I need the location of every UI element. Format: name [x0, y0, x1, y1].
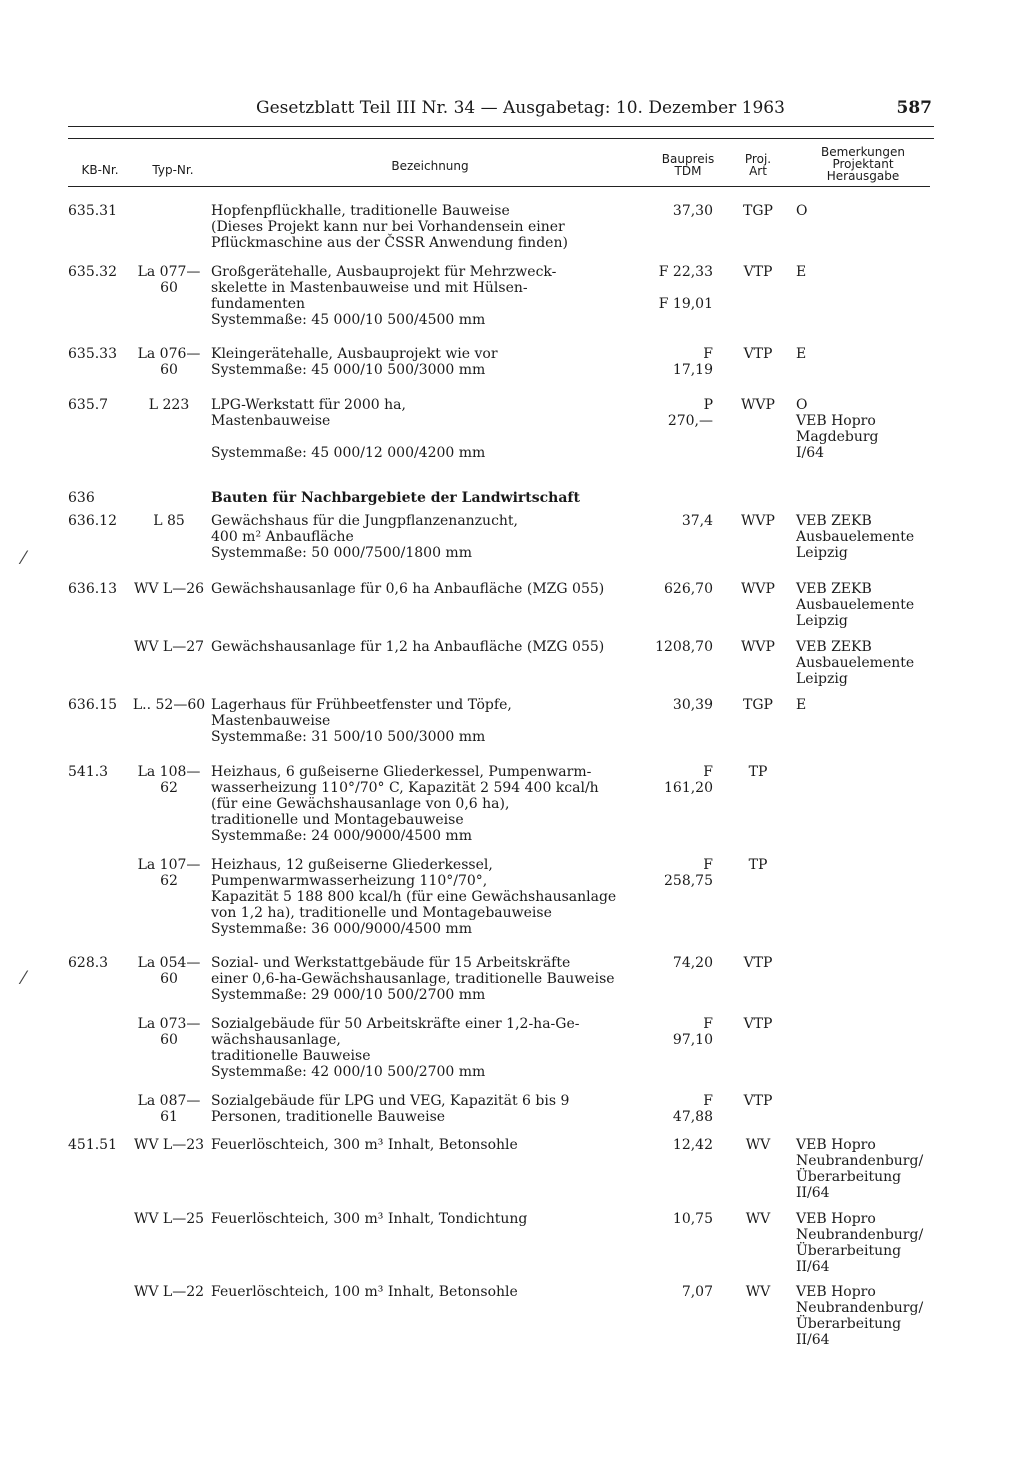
column-header-price-line: Baupreis: [661, 152, 715, 166]
typ-number-line: 61: [160, 1109, 178, 1125]
column-header-price-line: TDM: [674, 164, 702, 178]
remarks-line: [796, 490, 936, 506]
designation: [211, 955, 641, 1003]
remarks-line: Überarbeitung: [796, 1243, 902, 1259]
remarks: [796, 764, 936, 780]
designation-line: Feuerlöschteich, 300 m³ Inhalt, Betonsohle: [211, 1137, 518, 1153]
construction-price: [643, 203, 713, 219]
table-rule-header: [68, 186, 930, 187]
typ-number: [130, 346, 208, 378]
designation-line: LPG-Werkstatt für 2000 ha,: [211, 397, 406, 413]
section-title: [211, 490, 641, 506]
typ-number: [130, 513, 208, 529]
construction-price-line: P: [703, 397, 713, 413]
construction-price: [643, 1211, 713, 1227]
remarks: [796, 1093, 936, 1109]
remarks: [796, 490, 936, 506]
designation-line: Sozialgebäude für 50 Arbeitskräfte einer 1,2-ha-Ge-: [211, 1016, 580, 1032]
remarks: [796, 639, 936, 687]
remarks-line: VEB ZEKB: [796, 513, 872, 529]
construction-price-line: [643, 490, 713, 506]
remarks-line: VEB Hopro: [796, 1284, 876, 1300]
remarks-line: Neubrandenburg/: [796, 1227, 924, 1243]
construction-price-line: 7,07: [681, 1284, 713, 1300]
designation: [211, 857, 641, 937]
remarks: [796, 857, 936, 873]
designation-line: traditionelle Bauweise: [211, 1048, 371, 1064]
column-header-rem: [800, 146, 926, 182]
remarks-line: E: [796, 346, 807, 362]
designation-line: Gewächshausanlage für 0,6 ha Anbaufläche (MZG 055): [211, 581, 605, 597]
typ-number-line: 60: [160, 362, 178, 378]
remarks-line: I/64: [796, 445, 825, 461]
designation: [211, 581, 641, 597]
page-header: [68, 96, 934, 124]
remarks-line: Leipzig: [796, 545, 848, 561]
construction-price: [643, 346, 713, 378]
typ-number-line: La 087—: [137, 1093, 201, 1109]
designation-line: Kapazität 5 188 800 kcal/h (für eine Gewächshausanlage: [211, 889, 617, 905]
project-type: WVP: [741, 397, 775, 413]
kb-number: 635.33: [68, 346, 117, 362]
margin-tick-mark: ⁄: [22, 968, 26, 989]
typ-number: [130, 1211, 208, 1227]
remarks-line: VEB Hopro: [796, 413, 876, 429]
project-type: WV: [745, 1211, 771, 1227]
typ-number-line: [130, 203, 208, 219]
typ-number: [130, 1093, 208, 1125]
remarks-line: Neubrandenburg/: [796, 1153, 924, 1169]
typ-number: [130, 1137, 208, 1153]
remarks-line: [796, 857, 936, 873]
remarks-line: Leipzig: [796, 613, 848, 629]
kb-number: 636.15: [68, 697, 117, 713]
remarks-line: Ausbauelemente: [796, 597, 915, 613]
remarks-line: VEB ZEKB: [796, 581, 872, 597]
designation-line: Systemmaße: 36 000/9000/4500 mm: [211, 921, 472, 937]
kb-number: 541.3: [68, 764, 109, 780]
construction-price: [643, 397, 713, 429]
designation-line: Sozialgebäude für LPG und VEG, Kapazität 6 bis 9: [211, 1093, 570, 1109]
designation: [211, 1211, 641, 1227]
remarks-line: [796, 764, 936, 780]
construction-price-line: 37,30: [672, 203, 713, 219]
designation-line: Lagerhaus für Frühbeetfenster und Töpfe,: [211, 697, 512, 713]
column-header-art: [728, 153, 788, 177]
designation-line: traditionelle und Montagebauweise: [211, 812, 464, 828]
remarks-line: VEB Hopro: [796, 1137, 876, 1153]
construction-price-line: 97,10: [672, 1032, 713, 1048]
construction-price: [643, 697, 713, 713]
typ-number: [130, 264, 208, 296]
project-type: VTP: [743, 264, 773, 280]
construction-price: [643, 857, 713, 889]
project-type: WV: [745, 1137, 771, 1153]
typ-number-line: La 107—: [137, 857, 201, 873]
typ-number: [130, 639, 208, 655]
construction-price-line: F: [703, 764, 713, 780]
construction-price-line: 161,20: [664, 780, 713, 796]
remarks-line: E: [796, 264, 807, 280]
designation-line: wasserheizung 110°/70° C, Kapazität 2 594 400 kcal/h: [211, 780, 599, 796]
remarks-line: Leipzig: [796, 671, 848, 687]
typ-number: [130, 490, 208, 506]
designation-line: Heizhaus, 12 gußeiserne Gliederkessel,: [211, 857, 493, 873]
column-header-rem-line: Bemerkungen: [820, 145, 906, 159]
project-type: VTP: [743, 1016, 773, 1032]
construction-price: [643, 581, 713, 597]
typ-number-line: [130, 490, 208, 506]
project-type: VTP: [743, 346, 773, 362]
designation-line: Systemmaße: 45 000/10 500/3000 mm: [211, 362, 486, 378]
designation: [211, 697, 641, 745]
construction-price-line: 17,19: [672, 362, 713, 378]
remarks-line: VEB ZEKB: [796, 639, 872, 655]
designation-line: Heizhaus, 6 gußeiserne Gliederkessel, Pumpenwarm-: [211, 764, 592, 780]
construction-price: [643, 1016, 713, 1048]
project-type: TGP: [743, 697, 773, 713]
typ-number-line: 60: [160, 971, 178, 987]
typ-number: [130, 581, 208, 597]
typ-number: [130, 697, 208, 713]
margin-tick-mark: ⁄: [22, 548, 26, 569]
remarks: [796, 955, 936, 971]
project-type: WVP: [741, 513, 775, 529]
typ-number-line: La 073—: [137, 1016, 201, 1032]
remarks-line: [796, 955, 936, 971]
remarks-line: Ausbauelemente: [796, 655, 915, 671]
header-rule-top: [68, 126, 934, 127]
typ-number-line: L 85: [153, 513, 185, 529]
remarks-line: Magdeburg: [796, 429, 879, 445]
designation-line: Systemmaße: 45 000/10 500/4500 mm: [211, 312, 486, 328]
typ-number-line: WV L—22: [133, 1284, 205, 1300]
project-type: VTP: [743, 1093, 773, 1109]
project-type: VTP: [743, 955, 773, 971]
typ-number-line: 60: [160, 1032, 178, 1048]
typ-number-line: 62: [160, 780, 178, 796]
designation-line: fundamenten: [211, 296, 306, 312]
designation-line: einer 0,6-ha-Gewächshausanlage, traditionelle Bauweise: [211, 971, 615, 987]
designation-line: [211, 429, 641, 445]
kb-number: 451.51: [68, 1137, 117, 1153]
designation-line: (für eine Gewächshausanlage von 0,6 ha),: [211, 796, 510, 812]
designation-line: Großgerätehalle, Ausbauprojekt für Mehrzweck-: [211, 264, 557, 280]
designation: [211, 1093, 641, 1125]
construction-price-line: F: [703, 346, 713, 362]
typ-number-line: La 076—: [137, 346, 201, 362]
designation-line: Personen, traditionelle Bauweise: [211, 1109, 446, 1125]
typ-number-line: WV L—25: [133, 1211, 205, 1227]
column-header-rem-line: Projektant: [832, 157, 894, 171]
remarks: [796, 513, 936, 561]
designation-line: von 1,2 ha), traditionelle und Montagebauweise: [211, 905, 552, 921]
typ-number-line: WV L—26: [133, 581, 205, 597]
construction-price-line: 30,39: [672, 697, 713, 713]
remarks-line: Neubrandenburg/: [796, 1300, 924, 1316]
remarks-line: Überarbeitung: [796, 1169, 902, 1185]
kb-number: 635.32: [68, 264, 117, 280]
construction-price: [643, 264, 713, 312]
designation-line: 400 m² Anbaufläche: [211, 529, 354, 545]
typ-number-line: La 054—: [137, 955, 201, 971]
page-title: Gesetzblatt Teil III Nr. 34 — Ausgabetag: 10. Dezember 1963: [256, 98, 785, 118]
designation: [211, 1284, 641, 1300]
designation-line: Systemmaße: 24 000/9000/4500 mm: [211, 828, 472, 844]
construction-price: [643, 513, 713, 529]
construction-price-line: 626,70: [664, 581, 713, 597]
construction-price-line: 37,4: [681, 513, 713, 529]
column-header-art-line: Proj.: [744, 152, 772, 166]
construction-price-line: F: [703, 857, 713, 873]
column-header-price: [650, 153, 726, 177]
designation: [211, 639, 641, 655]
designation: [211, 764, 641, 844]
remarks: [796, 1284, 936, 1348]
designation-line: Gewächshaus für die Jungpflanzenanzucht,: [211, 513, 519, 529]
designation-line: Mastenbauweise: [211, 713, 331, 729]
table-rule-top: [68, 138, 934, 139]
construction-price: [643, 1137, 713, 1153]
designation: [211, 513, 641, 561]
section-title-line: Bauten für Nachbargebiete der Landwirtschaft: [211, 490, 580, 506]
designation-line: Kleingerätehalle, Ausbauprojekt wie vor: [211, 346, 498, 362]
designation-line: (Dieses Projekt kann nur bei Vorhandensein einer: [211, 219, 565, 235]
construction-price-line: 12,42: [672, 1137, 713, 1153]
remarks-line: O: [796, 397, 808, 413]
designation-line: Feuerlöschteich, 100 m³ Inhalt, Betonsohle: [211, 1284, 518, 1300]
typ-number: [130, 1016, 208, 1048]
kb-number: 628.3: [68, 955, 109, 971]
project-type: TGP: [743, 203, 773, 219]
construction-price: [643, 1093, 713, 1125]
remarks: [796, 346, 936, 362]
construction-price: [643, 1284, 713, 1300]
designation-line: Systemmaße: 45 000/12 000/4200 mm: [211, 445, 486, 461]
typ-number: [130, 203, 208, 219]
construction-price-line: 47,88: [672, 1109, 713, 1125]
typ-number-line: La 077—: [137, 264, 201, 280]
construction-price-line: 258,75: [664, 873, 713, 889]
remarks: [796, 1016, 936, 1032]
construction-price-line: F: [703, 1093, 713, 1109]
designation-line: Systemmaße: 31 500/10 500/3000 mm: [211, 729, 486, 745]
typ-number-line: 60: [160, 280, 178, 296]
designation-line: Gewächshausanlage für 1,2 ha Anbaufläche (MZG 055): [211, 639, 605, 655]
construction-price-line: 1208,70: [655, 639, 713, 655]
construction-price-line: F 22,33: [658, 264, 713, 280]
designation: [211, 397, 641, 461]
remarks-line: II/64: [796, 1185, 830, 1201]
typ-number-line: L 223: [148, 397, 190, 413]
column-header-kb: KB-Nr.: [81, 163, 119, 177]
remarks-line: E: [796, 697, 807, 713]
construction-price: [643, 490, 713, 506]
designation: [211, 1016, 641, 1080]
typ-number: [130, 1284, 208, 1300]
designation: [211, 1137, 641, 1153]
project-type: TP: [748, 857, 768, 873]
designation-line: Systemmaße: 50 000/7500/1800 mm: [211, 545, 472, 561]
typ-number-line: La 108—: [137, 764, 201, 780]
kb-number: 635.7: [68, 397, 109, 413]
construction-price-line: F 19,01: [658, 296, 713, 312]
construction-price-line: [643, 280, 713, 296]
remarks-line: Ausbauelemente: [796, 529, 915, 545]
typ-number-line: L.. 52—60: [132, 697, 206, 713]
designation-line: Feuerlöschteich, 300 m³ Inhalt, Tondichtung: [211, 1211, 528, 1227]
kb-number: 636.12: [68, 513, 117, 529]
column-header-desc: Bezeichnung: [391, 159, 469, 173]
designation-line: Systemmaße: 29 000/10 500/2700 mm: [211, 987, 486, 1003]
remarks-line: II/64: [796, 1259, 830, 1275]
remarks: [796, 1211, 936, 1275]
kb-number: 636.13: [68, 581, 117, 597]
remarks: [796, 581, 936, 629]
designation-line: Pflückmaschine aus der ČSSR Anwendung finden): [211, 235, 568, 251]
project-type: WV: [745, 1284, 771, 1300]
construction-price: [643, 639, 713, 655]
column-header-rem-line: Herausgabe: [826, 169, 900, 183]
typ-number: [130, 397, 208, 413]
construction-price-line: 10,75: [672, 1211, 713, 1227]
remarks: [796, 203, 936, 219]
remarks-line: VEB Hopro: [796, 1211, 876, 1227]
designation-line: Sozial- und Werkstattgebäude für 15 Arbeitskräfte: [211, 955, 571, 971]
designation-line: Pumpenwarmwasserheizung 110°/70°,: [211, 873, 488, 889]
kb-number: 636: [68, 490, 95, 506]
remarks-line: O: [796, 203, 808, 219]
remarks-line: Überarbeitung: [796, 1316, 902, 1332]
page-number: 587: [896, 98, 932, 118]
column-header-art-line: Art: [749, 164, 767, 178]
designation-line: Systemmaße: 42 000/10 500/2700 mm: [211, 1064, 486, 1080]
designation-line: Hopfenpflückhalle, traditionelle Bauweise: [211, 203, 510, 219]
typ-number-line: WV L—23: [133, 1137, 205, 1153]
typ-number: [130, 955, 208, 987]
construction-price-line: 270,—: [667, 413, 713, 429]
project-type: WVP: [741, 581, 775, 597]
remarks: [796, 264, 936, 280]
designation: [211, 203, 641, 251]
remarks-line: [796, 1093, 936, 1109]
typ-number-line: WV L—27: [133, 639, 205, 655]
remarks: [796, 1137, 936, 1201]
typ-number: [130, 857, 208, 889]
project-type: TP: [748, 764, 768, 780]
construction-price-line: 74,20: [672, 955, 713, 971]
remarks: [796, 697, 936, 713]
typ-number-line: 62: [160, 873, 178, 889]
project-type: WVP: [741, 639, 775, 655]
designation-line: Mastenbauweise: [211, 413, 331, 429]
remarks-line: II/64: [796, 1332, 830, 1348]
construction-price-line: F: [703, 1016, 713, 1032]
designation-line: skelette in Mastenbauweise und mit Hülsen-: [211, 280, 528, 296]
construction-price: [643, 764, 713, 796]
designation-line: wächshausanlage,: [211, 1032, 341, 1048]
construction-price: [643, 955, 713, 971]
remarks: [796, 397, 936, 461]
column-header-typ: Typ-Nr.: [152, 163, 194, 177]
kb-number: 635.31: [68, 203, 117, 219]
typ-number: [130, 764, 208, 796]
remarks-line: [796, 1016, 936, 1032]
designation: [211, 346, 641, 378]
designation: [211, 264, 641, 328]
